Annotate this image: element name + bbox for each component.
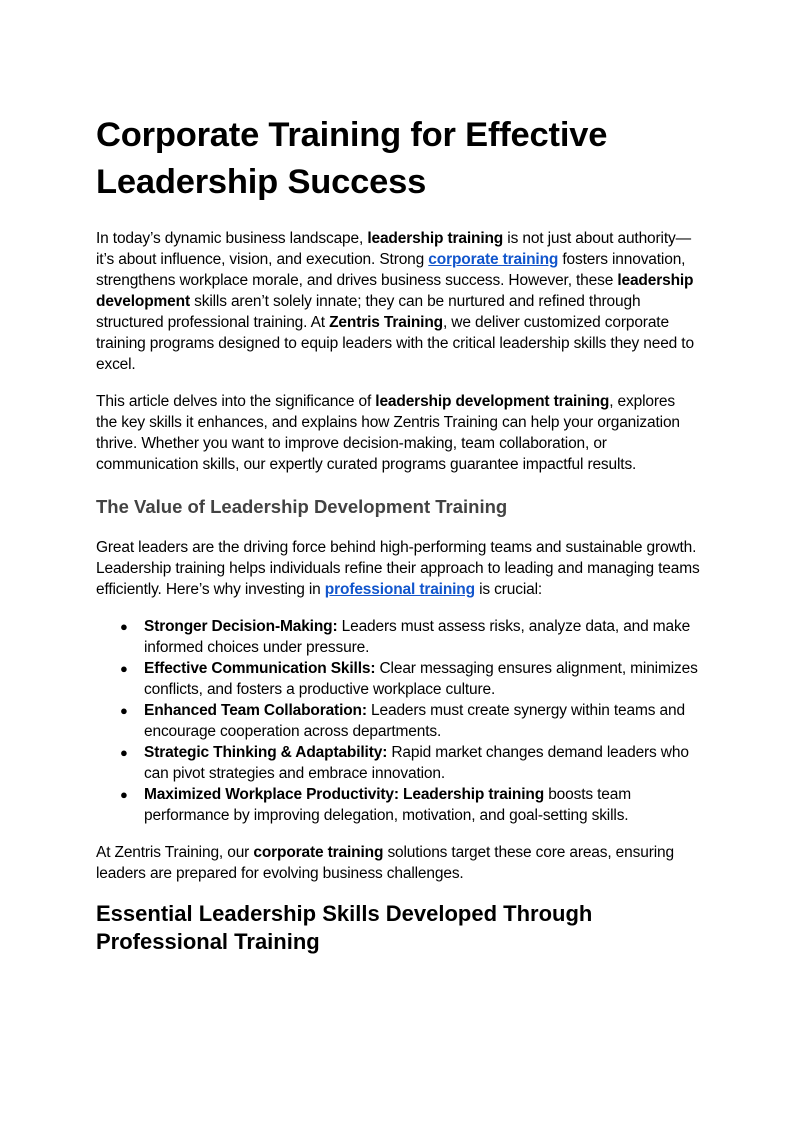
- value-paragraph: [96, 537, 700, 600]
- intro-text-1: In today’s dynamic business landscape,: [96, 230, 368, 247]
- intro-text-4: skills aren’t solely innate; they can be nurtured and refined through structured professional training. At: [96, 293, 641, 331]
- intro-text-5: , we deliver customized corporate training programs designed to equip leaders with the critical leadership skills they need to excel.: [96, 314, 694, 373]
- bullet-icon: ●: [120, 745, 128, 760]
- section-heading-essential-skills: Essential Leadership Skills Developed Through Professional Training: [96, 901, 593, 954]
- section-heading-value: The Value of Leadership Development Training: [96, 496, 508, 517]
- list-item: [96, 616, 700, 658]
- list-item-text: boosts team performance by improving delegation, motivation, and goal-setting skills.: [144, 786, 631, 824]
- page-title: Corporate Training for Effective Leadership Success: [96, 116, 608, 201]
- list-item-text: Rapid market changes demand leaders who can pivot strategies and embrace innovation.: [144, 744, 689, 782]
- closing-bold-corporate-training: corporate training: [253, 844, 384, 861]
- intro-paragraph: [96, 228, 700, 375]
- intro-bold-zentris-training: Zentris Training: [329, 314, 443, 331]
- list-item-title: Enhanced Team Collaboration:: [144, 702, 367, 719]
- document-page: [96, 112, 700, 956]
- overview-bold-ldt: leadership development training: [375, 393, 610, 410]
- intro-text-3: fosters innovation, strengthens workplace morale, and drives business success. However, these: [96, 251, 686, 289]
- bullet-icon: ●: [120, 787, 128, 802]
- list-item-text: Clear messaging ensures alignment, minimizes conflicts, and fosters a productive workplace culture.: [144, 660, 698, 698]
- overview-text-1: This article delves into the significance of: [96, 393, 376, 410]
- intro-bold-leadership-development: leadership development: [96, 272, 694, 310]
- closing-text-2: solutions target these core areas, ensuring leaders are prepared for evolving business challenges.: [96, 844, 674, 882]
- list-item-title: Strategic Thinking & Adaptability:: [144, 744, 388, 761]
- list-item-text: Leaders must assess risks, analyze data, and make informed choices under pressure.: [144, 618, 691, 656]
- list-item-title: Stronger Decision-Making:: [144, 618, 338, 635]
- closing-text-1: At Zentris Training, our: [96, 844, 254, 861]
- list-item-text: Leaders must create synergy within teams and encourage cooperation across departments.: [144, 702, 685, 740]
- list-item: [96, 784, 700, 826]
- professional-training-link[interactable]: professional training: [324, 581, 475, 598]
- bullet-icon: ●: [120, 661, 128, 676]
- list-item: [96, 742, 700, 784]
- list-item: [96, 658, 700, 700]
- overview-text-2: , explores the key skills it enhances, and explains how Zentris Training can help your organization thrive. Whether you want to improve decision-making, team collaboration, or communication skills, our expertly curated programs guarantee impactful results.: [96, 393, 680, 473]
- corporate-training-link[interactable]: corporate training: [428, 251, 559, 268]
- value-text-1: Great leaders are the driving force behind high-performing teams and sustainable growth. Leadership training helps individuals refine their approach to leading and managing teams efficiently. Here’s why investing in: [96, 539, 700, 598]
- benefits-list: [96, 616, 700, 826]
- bullet-icon: ●: [120, 703, 128, 718]
- closing-paragraph: [96, 842, 700, 884]
- article-overview-paragraph: [96, 391, 700, 475]
- list-item: [96, 700, 700, 742]
- intro-bold-leadership-training: leadership training: [367, 230, 504, 247]
- list-item-title: Maximized Workplace Productivity: Leadership training: [144, 786, 545, 803]
- value-text-2: is crucial:: [474, 581, 543, 598]
- bullet-icon: ●: [120, 619, 128, 634]
- list-item-title: Effective Communication Skills:: [144, 660, 376, 677]
- intro-text-2: is not just about authority—it’s about influence, vision, and execution. Strong: [96, 230, 691, 268]
